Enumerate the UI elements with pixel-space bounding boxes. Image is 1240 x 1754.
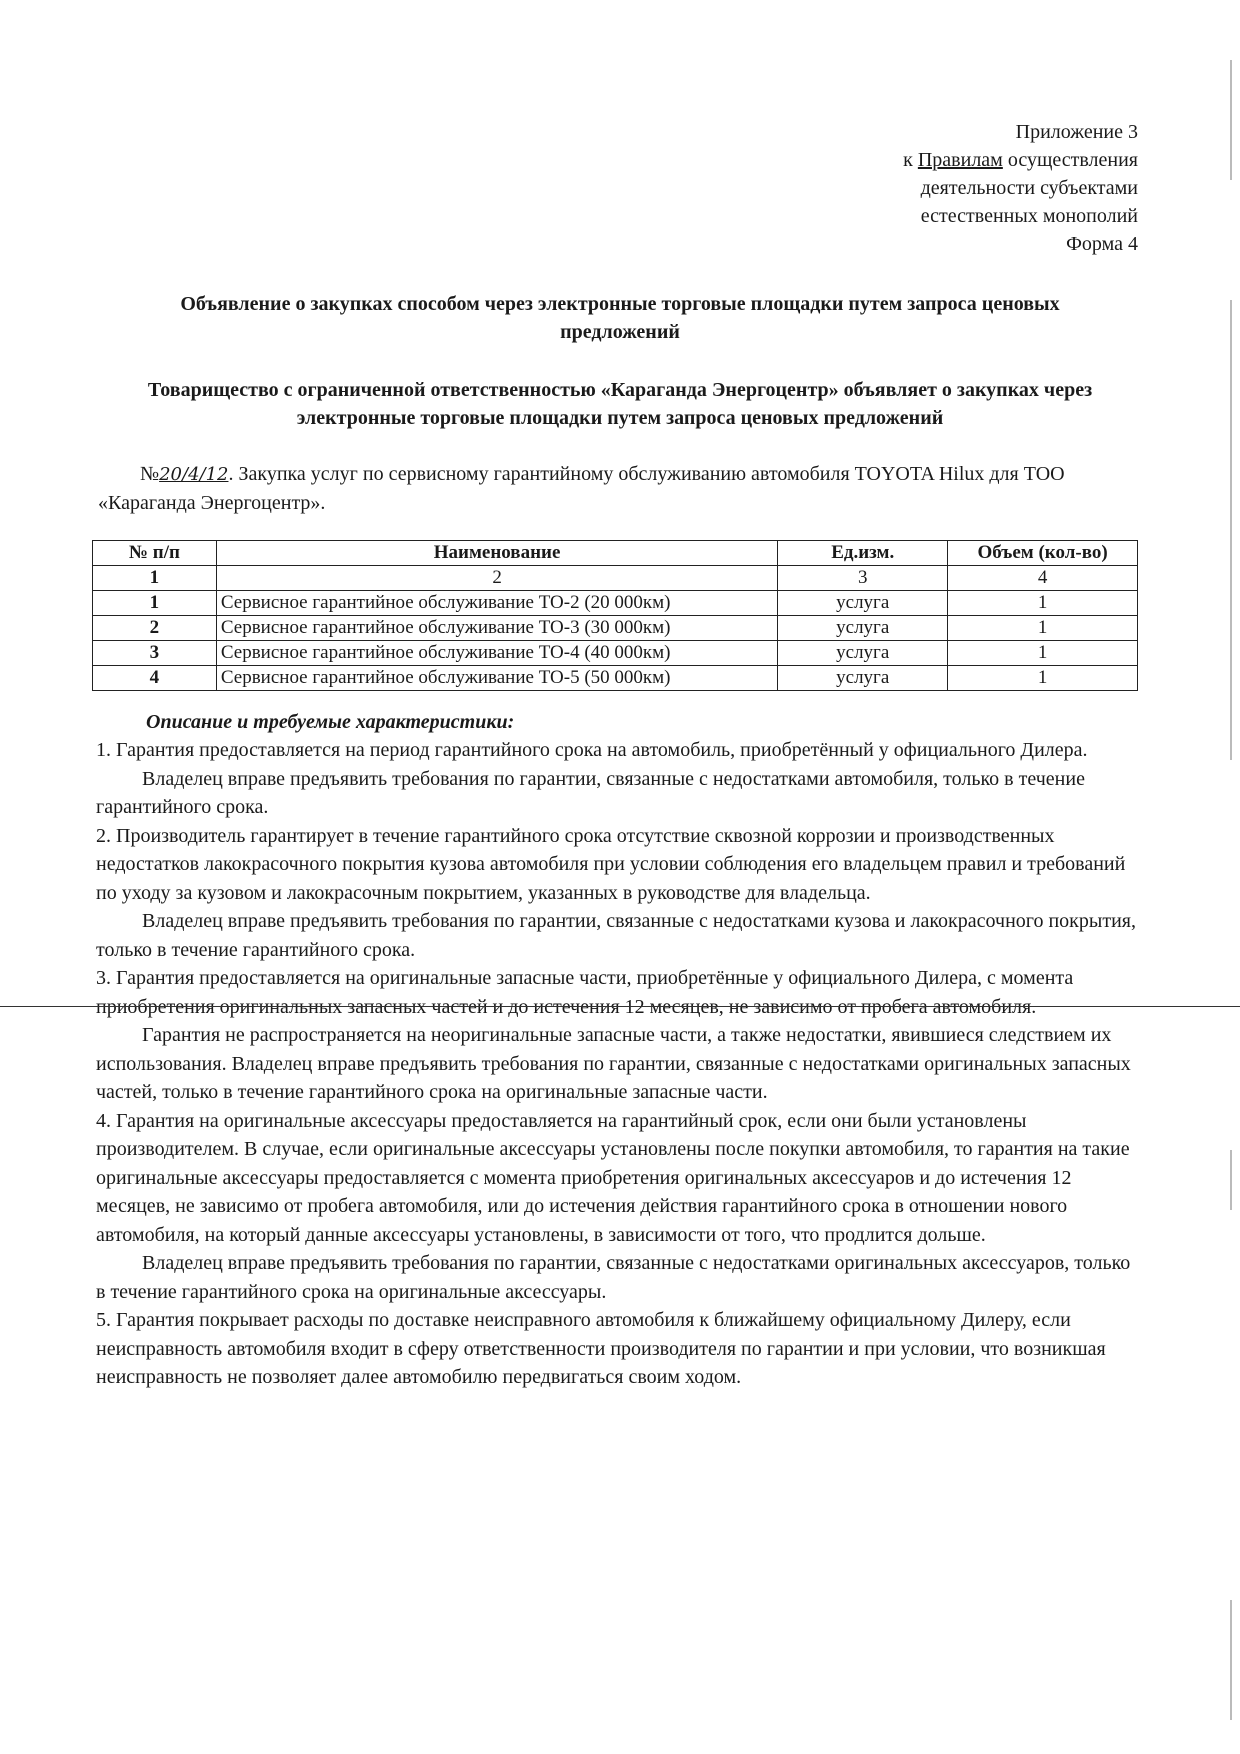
table-cell: 4 — [948, 566, 1138, 591]
table-cell: Сервисное гарантийное обслуживание ТО-4 (40 000км) — [216, 641, 777, 666]
table-cell: услуга — [778, 616, 948, 641]
paragraph-4: 4. Гарантия на оригинальные аксессуары предоставляется на гарантийный срок, если они были установлены производителем. В случае, если оригинальные аксессуары установлены после покупки автомобиля, то гарантия на такие оригинальные аксессуары предоставляется с момента приобретения оригинальных аксессуаров и до истечения 12 месяцев, не зависимо от пробега автомобиля, или до истечения действия гарантийного срока в отношении нового автомобиля, на который данные аксессуары установлены, в зависимости от того, что продлится дольше. — [96, 1109, 1130, 1246]
procurement-statement — [98, 460, 1140, 517]
table-cell: 3 — [93, 641, 217, 666]
table-cell: 1 — [948, 591, 1138, 616]
paragraph-1: 1. Гарантия предоставляется на период гарантийного срока на автомобиль, приобретённый у официального Дилера. — [96, 739, 1088, 761]
table-cell: Сервисное гарантийное обслуживание ТО-5 (50 000км) — [216, 666, 777, 691]
paragraph-4-owner: Владелец вправе предъявить требования по гарантии, связанные с недостатками оригинальных аксессуаров, только в течение гарантийного срока на оригинальные аксессуары. — [96, 1252, 1131, 1303]
procurement-number-handwritten: 20/4/12 — [159, 464, 229, 485]
appendix-rules-suffix: осуществления — [1002, 149, 1138, 171]
table-index-row — [93, 566, 1138, 591]
header-quantity: Объем (кол-во) — [948, 541, 1138, 566]
form-number: Форма 4 — [1066, 233, 1138, 255]
table-cell: 1 — [948, 616, 1138, 641]
header-number: № п/п — [93, 541, 217, 566]
procurement-number-prefix: № — [140, 463, 160, 485]
table-header-row — [93, 541, 1138, 566]
scan-margin-mark — [1230, 1600, 1232, 1720]
table-cell: услуга — [778, 666, 948, 691]
table-row — [93, 641, 1138, 666]
table-cell: 1 — [948, 666, 1138, 691]
table-cell: 3 — [778, 566, 948, 591]
appendix-header — [903, 118, 1138, 258]
description-body — [96, 736, 1140, 1392]
table-cell: Сервисное гарантийное обслуживание ТО-3 (30 000км) — [216, 616, 777, 641]
paragraph-1-owner: Владелец вправе предъявить требования по гарантии, связанные с недостатками автомобиля, только в течение гарантийного срока. — [96, 767, 1085, 818]
paragraph-2: 2. Производитель гарантирует в течение гарантийного срока отсутствие сквозной коррозии и производственных недостатков лакокрасочного покрытия кузова автомобиля при условии соблюдения его владельцем правил и требований по уходу за кузовом и лакокрасочным покрытием, указанных в руководстве для владельца. — [96, 824, 1126, 904]
paragraph-3-note: Гарантия не распространяется на неоригинальные запасные части, а также недостатки, явившиеся следствием их использования. Владелец вправе предъявить требования по гарантии, связанные с недостатками оригинальных запасных частей, только в течение гарантийного срока на оригинальные запасные части. — [96, 1024, 1131, 1103]
document-subtitle: Товарищество с ограниченной ответственностью «Караганда Энергоцентр» объявляет о закупках через электронные торговые площадки путем запроса ценовых предложений — [147, 379, 1093, 429]
header-unit: Ед.изм. — [778, 541, 948, 566]
header-name: Наименование — [216, 541, 777, 566]
table-cell: 2 — [216, 566, 777, 591]
document-title: Объявление о закупках способом через электронные торговые площадки путем запроса ценовых предложений — [180, 293, 1060, 343]
table-cell: 1 — [93, 566, 217, 591]
items-table — [92, 540, 1138, 691]
table-cell: 4 — [93, 666, 217, 691]
table-row — [93, 591, 1138, 616]
table-cell: услуга — [778, 641, 948, 666]
appendix-rules-line — [903, 146, 1138, 174]
appendix-line-3: деятельности субъектами — [920, 177, 1138, 199]
appendix-line-4: естественных монополий — [920, 205, 1138, 227]
table-cell: Сервисное гарантийное обслуживание ТО-2 (20 000км) — [216, 591, 777, 616]
paragraph-3: 3. Гарантия предоставляется на оригинальные запасные части, приобретённые у официального Дилера, с момента приобретения оригинальных запасных частей и до истечения 12 месяцев, не зависимо от пробега автомобиля. — [96, 967, 1074, 1018]
table-cell: 1 — [948, 641, 1138, 666]
appendix-rules-prefix: к — [903, 149, 918, 171]
rules-link[interactable]: Правилам — [917, 149, 1003, 171]
table-row — [93, 616, 1138, 641]
appendix-number: Приложение 3 — [1015, 121, 1138, 143]
scan-margin-mark — [1230, 60, 1232, 180]
scan-page-break-line — [0, 1006, 1240, 1007]
table-cell: услуга — [778, 591, 948, 616]
description-title: Описание и требуемые характеристики: — [146, 711, 515, 733]
table-cell: 1 — [93, 591, 217, 616]
scan-margin-mark — [1230, 300, 1232, 760]
scan-margin-mark — [1230, 1150, 1232, 1210]
paragraph-5: 5. Гарантия покрывает расходы по доставке неисправного автомобиля к ближайшему официальному Дилеру, если неисправность автомобиля входит в сферу ответственности производителя по гарантии и при условии, что возникшая неисправность не позволяет далее автомобилю передвигаться своим ходом. — [96, 1309, 1106, 1388]
table-row — [93, 666, 1138, 691]
procurement-text: . Закупка услуг по сервисному гарантийному обслуживанию автомобиля TOYOTA Hilux для ТОО «Караганда Энергоцентр». — [98, 463, 1065, 514]
paragraph-2-owner: Владелец вправе предъявить требования по гарантии, связанные с недостатками кузова и лакокрасочного покрытия, только в течение гарантийного срока. — [96, 910, 1136, 961]
table-cell: 2 — [93, 616, 217, 641]
